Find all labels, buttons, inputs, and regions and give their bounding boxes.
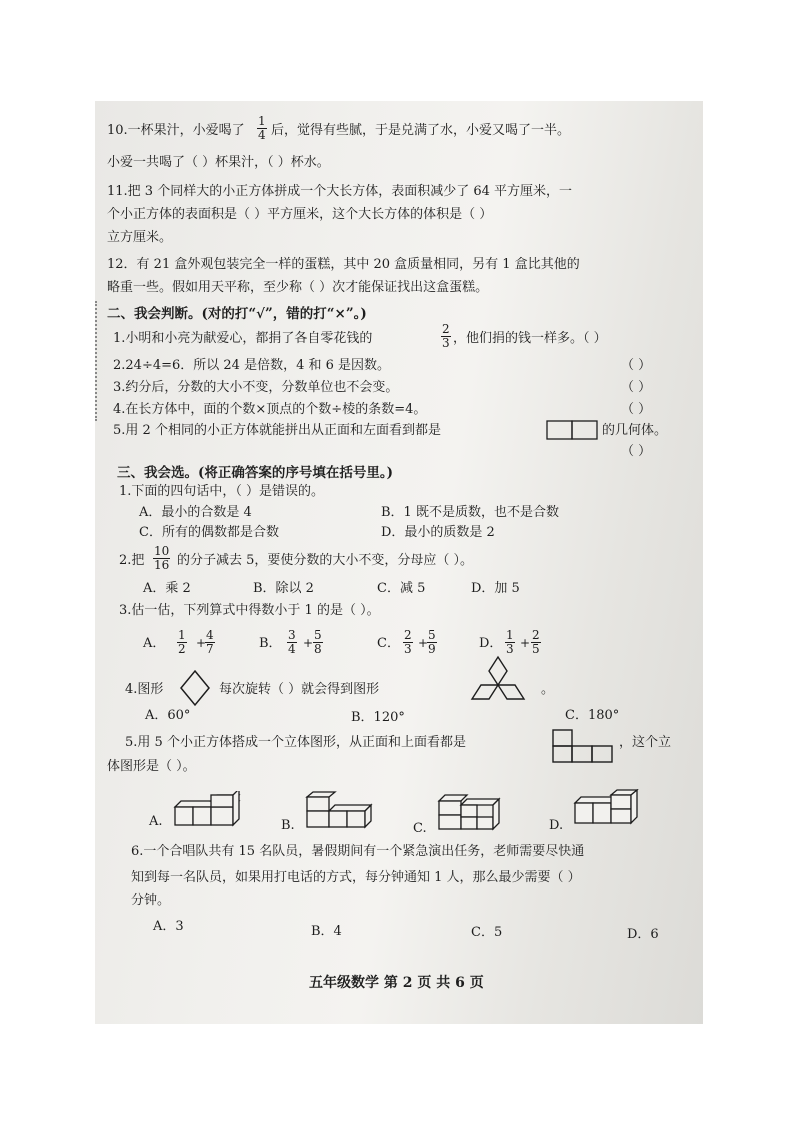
numerator: 2 — [442, 322, 450, 336]
numerator: 10 — [154, 544, 170, 558]
judge-1-text-1: 1.小明和小亮为献爱心，都捐了各自零花钱的 — [113, 331, 373, 346]
choice-6-option-b: B．4 — [311, 924, 342, 939]
binding-edge — [95, 301, 100, 421]
judge-2: 2.24÷4=6．所以 24 是倍数，4 和 6 是因数。 — [113, 358, 391, 373]
denominator: 4 — [258, 128, 266, 142]
numerator: 2 — [532, 628, 540, 642]
choice-2-option-d: D．加 5 — [471, 581, 520, 596]
fraction — [427, 629, 437, 656]
choice-3-option-c-label: C． — [377, 636, 400, 651]
q11-line-1: 11.把 3 个同样大的小正方体拼成一个大长方体，表面积减少了 64 平方厘米，一 — [107, 184, 573, 199]
denominator: 3 — [506, 642, 514, 656]
choice-1-option-a: A．最小的合数是 4 — [139, 505, 252, 520]
choice-3-option-a-label: A． — [143, 636, 166, 651]
judge-1-text-2: ，他们捐的钱一样多。（ ） — [453, 331, 607, 346]
fraction — [403, 629, 413, 656]
denominator: 4 — [288, 642, 296, 656]
q12-line-2: 略重一些。假如用天平称，至少称（ ）次才能保证找出这盒蛋糕。 — [107, 280, 489, 295]
q10-text-2: 后，觉得有些腻，于是兑满了水，小爱又喝了一半。 — [271, 123, 571, 138]
answer-paren: （ ） — [621, 358, 652, 373]
fraction — [177, 629, 187, 656]
q10-line-2: 小爱一共喝了（ ）杯果汁，（ ）杯水。 — [107, 155, 330, 170]
q12-line-1: 12．有 21 盒外观包装完全一样的蛋糕，其中 20 盒质量相同，另有 1 盒比其他的 — [107, 257, 580, 272]
exam-page — [95, 101, 703, 1024]
choice-5-text-2: ，这个立 — [619, 735, 672, 750]
q11-line-2: 个小正方体的表面积是（ ）平方厘米，这个大长方体的体积是（ ） — [107, 207, 493, 222]
numerator: 5 — [314, 628, 322, 642]
choice-5-option-c-label: C. — [413, 821, 427, 836]
q10-text-1: 10.一杯果汁，小爱喝了 — [107, 123, 245, 138]
choice-3-stem: 3.估一估，下列算式中得数小于 1 的是（ ）。 — [119, 603, 380, 618]
choice-5-option-b-label: B. — [281, 818, 295, 833]
denominator: 3 — [404, 642, 412, 656]
answer-paren: （ ） — [621, 444, 652, 459]
numerator: 4 — [206, 628, 214, 642]
choice-2-option-b: B．除以 2 — [253, 581, 314, 596]
choice-6-option-c: C．5 — [471, 925, 503, 940]
judge-5-text-2: 的几何体。 — [602, 423, 668, 438]
choice-2-option-a: A．乘 2 — [143, 581, 191, 596]
choice-6-line-2: 知到每一名队员，如果用打电话的方式，每分钟通知 1 人，那么最少需要（ ） — [131, 870, 581, 885]
denominator: 7 — [206, 642, 214, 656]
choice-2-text-1: 2.把 — [119, 553, 145, 568]
q11-line-3: 立方厘米。 — [107, 230, 173, 245]
numerator: 5 — [428, 628, 436, 642]
numerator: 3 — [288, 628, 296, 642]
choice-5-line-2: 体图形是（ ）。 — [107, 759, 196, 774]
choice-2-fraction — [153, 545, 170, 572]
choice-1-option-b: B．1 既不是质数，也不是合数 — [381, 505, 559, 520]
plus-sign: + — [303, 636, 314, 650]
choice-4-option-b: B．120° — [351, 710, 405, 725]
numerator: 1 — [178, 628, 186, 642]
answer-paren: （ ） — [621, 380, 652, 395]
section-3-heading: 三、我会选。(将正确答案的序号填在括号里。) — [117, 465, 394, 481]
two-square-view-icon — [546, 420, 598, 440]
choice-6-option-a: A．3 — [153, 919, 184, 934]
choice-5-option-d-label: D. — [549, 818, 564, 833]
choice-6-line-1: 6.一个合唱队共有 15 名队员，暑假期间有一个紧急演出任务，老师需要尽快通 — [131, 844, 585, 859]
denominator: 16 — [154, 558, 170, 572]
fraction — [205, 629, 215, 656]
numerator: 2 — [404, 628, 412, 642]
choice-3-option-d-label: D． — [479, 636, 503, 651]
fraction — [287, 629, 297, 656]
choice-4-text-1: 4.图形 — [125, 682, 164, 697]
choice-2-text-2: 的分子减去 5，要使分数的大小不变，分母应（ ）。 — [177, 553, 474, 568]
choice-4-option-c: C．180° — [565, 708, 620, 723]
choice-2-option-c: C．减 5 — [377, 581, 426, 596]
choice-4-text-2: 每次旋转（ ）就会得到图形 — [219, 682, 380, 697]
choice-6-line-3: 分钟。 — [131, 893, 171, 908]
denominator: 2 — [178, 642, 186, 656]
choice-1-option-d: D．最小的质数是 2 — [381, 525, 495, 540]
judge-3: 3.约分后，分数的大小不变，分数单位也不会变。 — [113, 380, 399, 395]
choice-4-end: 。 — [541, 682, 555, 697]
denominator: 5 — [532, 642, 540, 656]
q10-fraction — [257, 115, 267, 142]
choice-1-stem: 1.下面的四句话中，（ ）是错误的。 — [119, 484, 325, 499]
answer-paren: （ ） — [621, 402, 652, 417]
numerator: 1 — [506, 628, 514, 642]
plus-sign: + — [418, 636, 429, 650]
judge-4: 4.在长方体中，面的个数×顶点的个数÷棱的条数=4。 — [113, 402, 427, 417]
front-top-view-icon — [551, 729, 615, 763]
choice-1-option-c: C．所有的偶数都是合数 — [139, 525, 279, 540]
plus-sign: + — [196, 636, 207, 650]
fraction — [313, 629, 323, 656]
fraction — [531, 629, 541, 656]
fraction — [505, 629, 515, 656]
choice-5-option-a-label: A. — [149, 814, 163, 829]
three-rhombus-figure-icon — [455, 655, 541, 707]
plus-sign: + — [520, 636, 531, 650]
cube-stack-a-icon — [173, 791, 243, 827]
cube-stack-c-icon — [437, 793, 503, 831]
denominator: 8 — [314, 642, 322, 656]
page-footer: 五年级数学 第 2 页 共 6 页 — [309, 975, 484, 991]
judge-5-text-1: 5.用 2 个相同的小正方体就能拼出从正面和左面看到都是 — [113, 423, 441, 438]
numerator: 1 — [258, 114, 266, 128]
cube-stack-b-icon — [305, 791, 375, 829]
section-2-heading: 二、我会判断。(对的打“√”，错的打“×”。) — [107, 306, 367, 322]
choice-5-text-1: 5.用 5 个小正方体搭成一个立体图形，从正面和上面看都是 — [125, 735, 466, 750]
choice-6-option-d: D．6 — [627, 927, 659, 942]
denominator: 3 — [442, 336, 450, 350]
denominator: 9 — [428, 642, 436, 656]
cube-stack-d-icon — [573, 789, 641, 827]
choice-4-option-a: A．60° — [145, 708, 191, 723]
judge-1-fraction — [441, 323, 451, 350]
choice-3-option-b-label: B． — [259, 636, 282, 651]
rhombus-icon — [179, 669, 211, 707]
